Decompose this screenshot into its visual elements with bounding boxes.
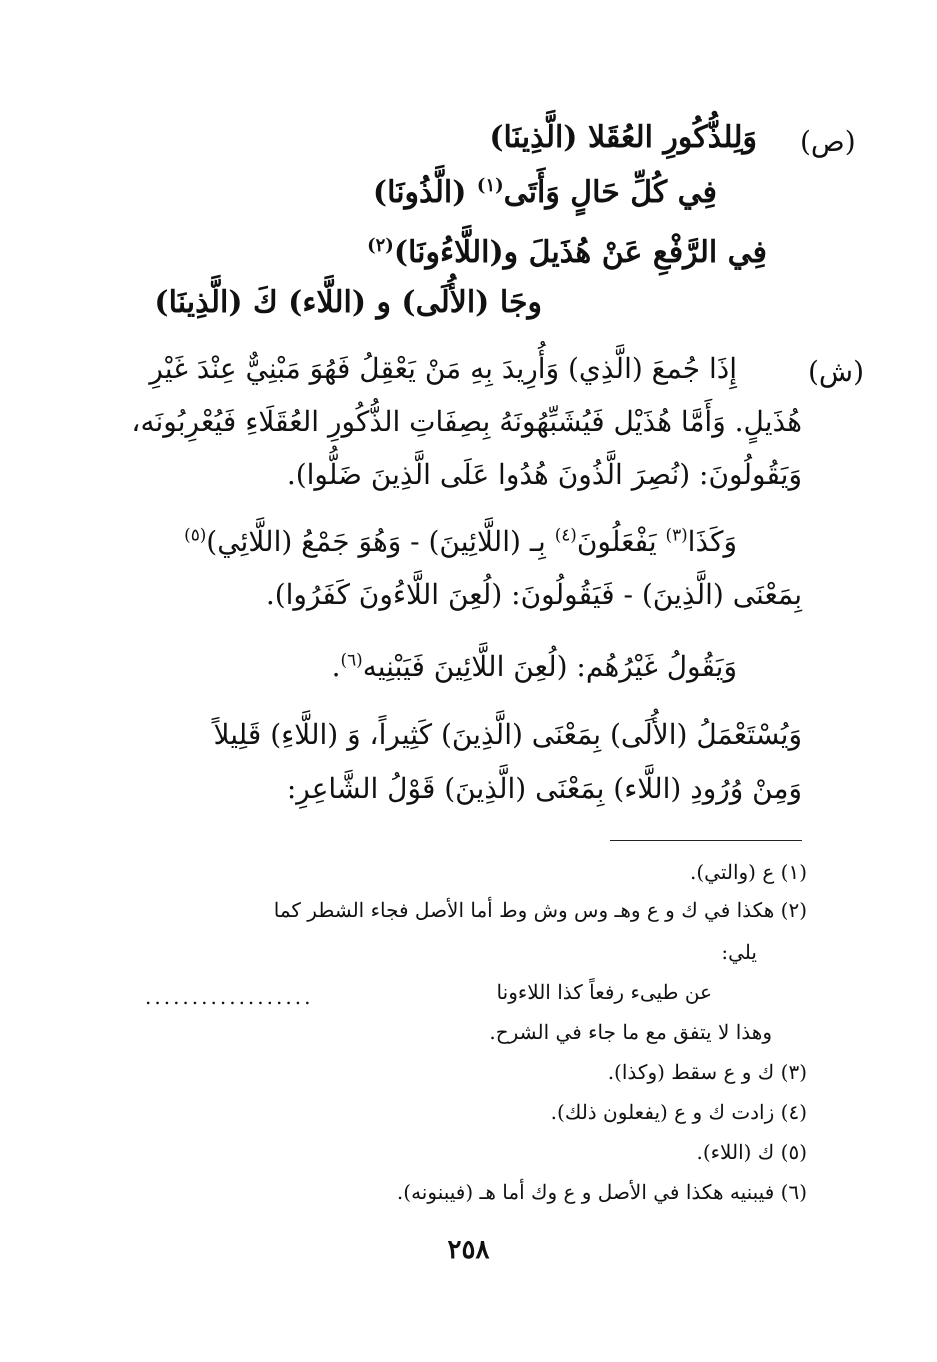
commentary-line-4-a: وَكَذَا [687,525,737,558]
footnote-4: (٤) زادت ك و ع (يفعلون ذلك). [550,1100,807,1124]
verse-line-2 [373,175,717,210]
footnote-2: (٢) هكذا في ك و ع وهـ وس وش وط أما الأصل فجاء الشطر كما [273,898,807,922]
footnote-ref-5: (٥) [184,524,207,545]
verse-line-2-text: فِي كُلِّ حَالٍ وَأَتَى [503,175,717,210]
verse-line-2-word: (الَّذُونَا) [372,175,467,210]
footnote-5: (٥) ك (اللاء). [696,1140,807,1164]
commentary-line-4-c: بِـ (اللَّائِينَ) - وَهُوَ جَمْعُ (اللَّائِي) [206,525,555,558]
verse-line-4: وجَا (الأُلَى) و (اللَّاء) كَ (الَّذِينَا) [154,285,542,320]
commentary-line-1: إِذَا جُمعَ (الَّذِي) وَأُرِيدَ بِهِ مَنْ يَعْقِلُ فَهُوَ مَبْنِيٌّ عِنْدَ غَيْرِ [149,352,737,385]
commentary-line-7: وَيُسْتَعْمَلُ (الأُلَى) بِمَعْنَى (الَّذِينَ) كَثِيراً، وَ (اللَّاءِ) قَلِيلاً [213,718,802,751]
commentary-line-2: هُذَيلٍ. وَأَمَّا هُذَيْل فَيُشَبِّهُونَهُ بِصِفَاتِ الذُّكُورِ العُقَلَاءِ فَيُعْرِبُونَه، [131,405,802,438]
commentary-line-6-text: وَيَقُولُ غَيْرُهُم: (لُعِنَ اللَّائِينَ فَيَبْنِيه [362,650,737,683]
text-marker: (ص) [800,125,856,158]
verse-line-3-text: فِي الرَّفْعِ عَنْ هُذَيلَ و(اللَّاءُونَا) [393,235,767,270]
commentary-line-6-end: . [331,650,341,683]
commentary-line-4-b: يَفْعَلُونَ [576,525,666,558]
footnote-2-remark: وهذا لا يتفق مع ما جاء في الشرح. [489,1020,772,1044]
commentary-line-3: وَيَقُولُونَ: (نُصِرَ الَّذُونَ هُدُوا عَلَى الَّذِينَ ضَلُّوا). [286,458,802,491]
footnote-ref-2: (٢) [367,235,394,256]
footnote-ref-4: (٤) [554,524,577,545]
verse-line-3 [367,235,767,270]
footnote-3: (٣) ك و ع سقط (وكذا). [607,1060,807,1084]
footnote-ref-3: (٣) [665,524,688,545]
commentary-line-4 [184,525,737,558]
footnote-2-dots: .................. [145,985,314,1009]
footnote-separator [610,840,802,841]
commentary-line-5: بِمَعْنَى (الَّذِينَ) - فَيَقُولُونَ: (لُعِنَ اللَّاءُونَ كَفَرُوا). [265,578,802,611]
footnote-2-verse: عن طيىء رفعاً كذا اللاءونا [496,980,712,1004]
verse-line-1: وَلِلذُّكُورِ العُقَلا (الَّذِينَا) [489,120,757,155]
footnote-ref-1: (١) [476,175,504,196]
footnote-6: (٦) فيبنيه هكذا في الأصل و ع وك أما هـ (فيبنونه). [396,1180,807,1204]
footnote-1: (١) ع (والتي). [690,860,807,884]
footnote-2-cont: يلي: [721,940,757,964]
commentary-marker: (ش) [808,355,865,388]
commentary-line-6 [332,650,737,683]
footnote-ref-6: (٦) [340,649,363,670]
commentary-line-8: وَمِنْ وُرُودِ (اللَّاء) بِمَعْنَى (الَّذِينَ) قَوْلُ الشَّاعِرِ: [286,772,802,805]
page-number: ٢٥٨ [447,1235,490,1265]
